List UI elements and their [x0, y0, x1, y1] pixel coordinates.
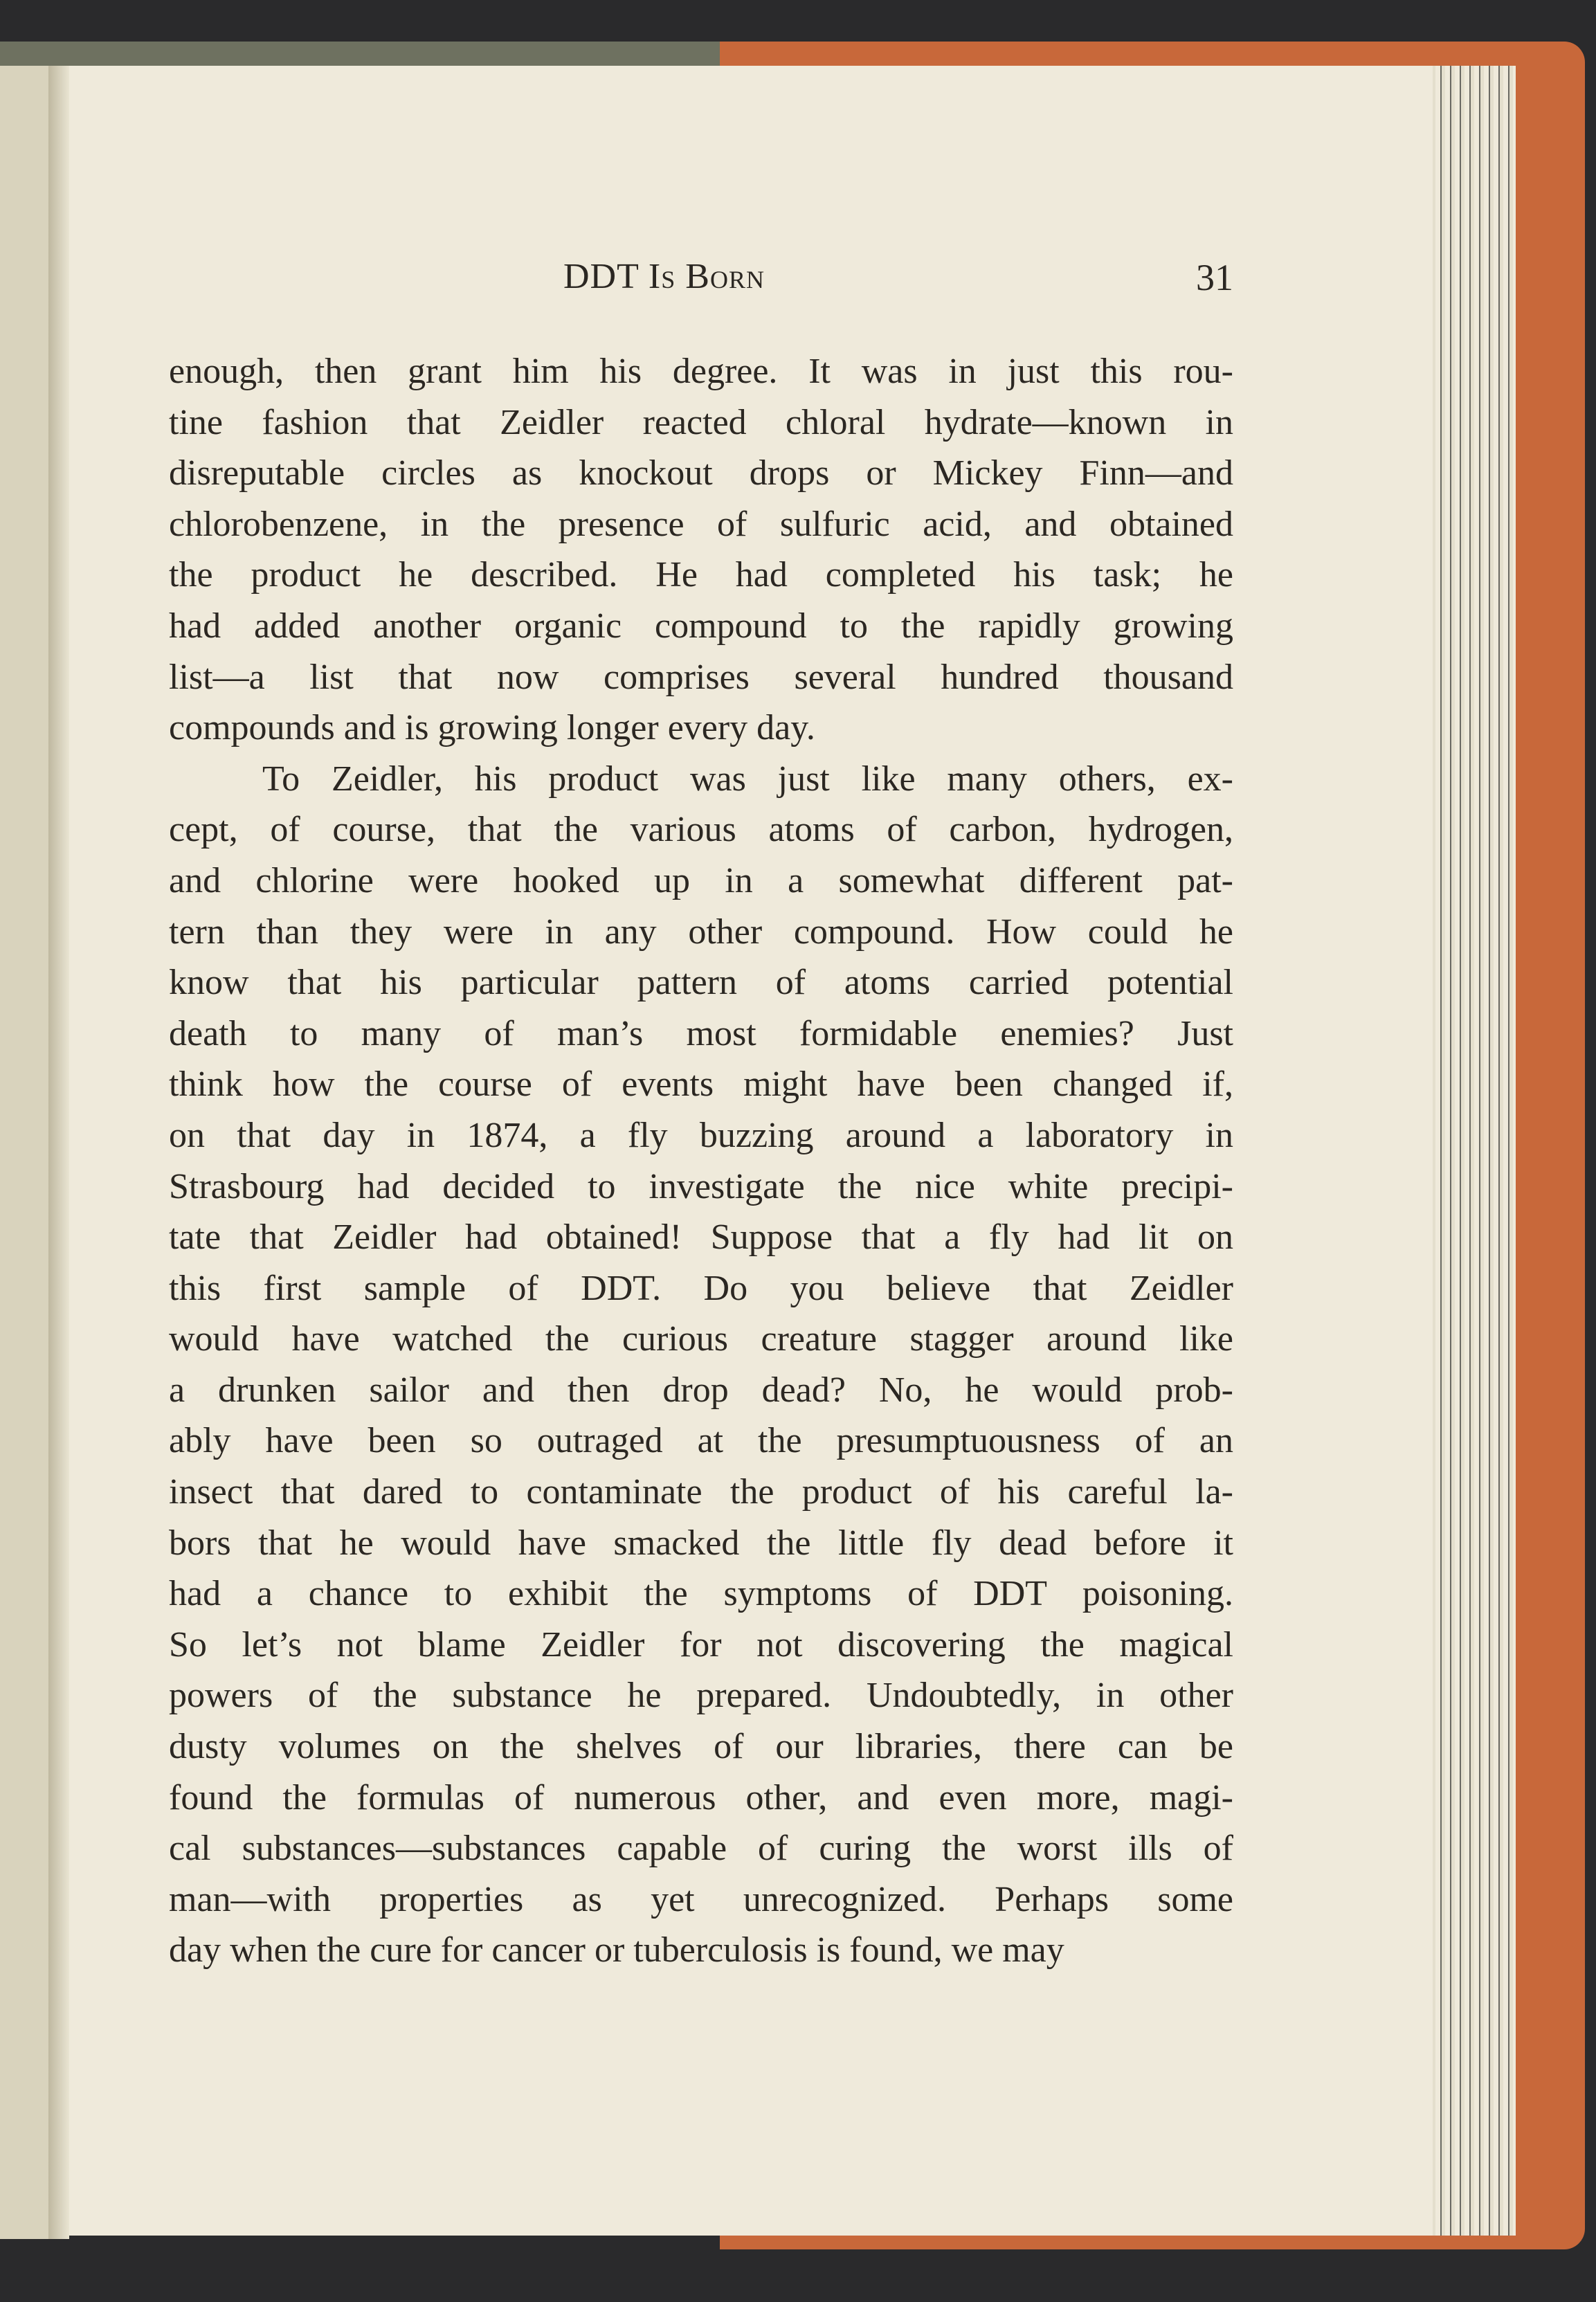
text-line: powers of the substance he prepared. Undoubtedly, in other	[169, 1676, 1233, 1716]
text-line: and chlorine were hooked up in a somewhat different pat-	[169, 860, 1233, 900]
text-line: tern than they were in any other compound. How could he	[169, 912, 1233, 952]
text-line: So let’s not blame Zeidler for not discovering the magical	[169, 1624, 1233, 1665]
text-line: a drunken sailor and then drop dead? No, he would prob-	[169, 1370, 1233, 1410]
text-line: list—a list that now comprises several hundred thousand	[169, 657, 1233, 697]
text-line: bors that he would have smacked the little fly dead before it	[169, 1523, 1233, 1563]
text-line: insect that dared to contaminate the product of his careful la-	[169, 1472, 1233, 1512]
running-title: DDT Is Born	[563, 257, 765, 296]
text-line: cal substances—substances capable of curing the worst ills of	[169, 1829, 1233, 1869]
text-line: chlorobenzene, in the presence of sulfuric acid, and obtained	[169, 504, 1233, 544]
text-line: enough, then grant him his degree. It was in just this rou-	[169, 352, 1233, 391]
text-line: day when the cure for cancer or tuberculosis is found, we may	[169, 1930, 1064, 1970]
body-text	[169, 346, 1233, 1976]
text-line: would have watched the curious creature stagger around like	[169, 1319, 1233, 1359]
text-line: disreputable circles as knockout drops or Mickey Finn—and	[169, 453, 1233, 493]
text-line: the product he described. He had completed his task; he	[169, 555, 1233, 595]
text-line: know that his particular pattern of atoms carried potential	[169, 963, 1233, 1003]
text-line: found the formulas of numerous other, and even more, magi-	[169, 1777, 1233, 1818]
text-line: Strasbourg had decided to investigate the nice white precipi-	[169, 1166, 1233, 1206]
text-line: tine fashion that Zeidler reacted chloral hydrate—known in	[169, 402, 1233, 442]
text-line: death to many of man’s most formidable enemies? Just	[169, 1013, 1233, 1053]
book-cloth-spine	[0, 42, 727, 69]
text-line: To Zeidler, his product was just like many others, ex-	[262, 759, 1233, 799]
running-header	[169, 256, 1233, 305]
text-line: compounds and is growing longer every day.	[169, 708, 815, 748]
text-line: had added another organic compound to the rapidly growing	[169, 606, 1233, 646]
text-line: cept, of course, that the various atoms of carbon, hydrogen,	[169, 810, 1233, 850]
text-line: man—with properties as yet unrecognized. Perhaps some	[169, 1879, 1233, 1919]
text-line: dusty volumes on the shelves of our libraries, there can be	[169, 1727, 1233, 1767]
text-line: had a chance to exhibit the symptoms of DDT poisoning.	[169, 1574, 1233, 1614]
text-line: on that day in 1874, a fly buzzing around a laboratory in	[169, 1115, 1233, 1155]
text-line: tate that Zeidler had obtained! Suppose that a fly had lit on	[169, 1217, 1233, 1258]
page-stack-edges	[1426, 66, 1516, 2236]
text-line: this first sample of DDT. Do you believe that Zeidler	[169, 1268, 1233, 1308]
gutter-shadow	[48, 66, 69, 2239]
page-number: 31	[1196, 257, 1233, 298]
text-line: ably have been so outraged at the presumptuousness of an	[169, 1421, 1233, 1461]
text-line: think how the course of events might have been changed if,	[169, 1064, 1233, 1105]
